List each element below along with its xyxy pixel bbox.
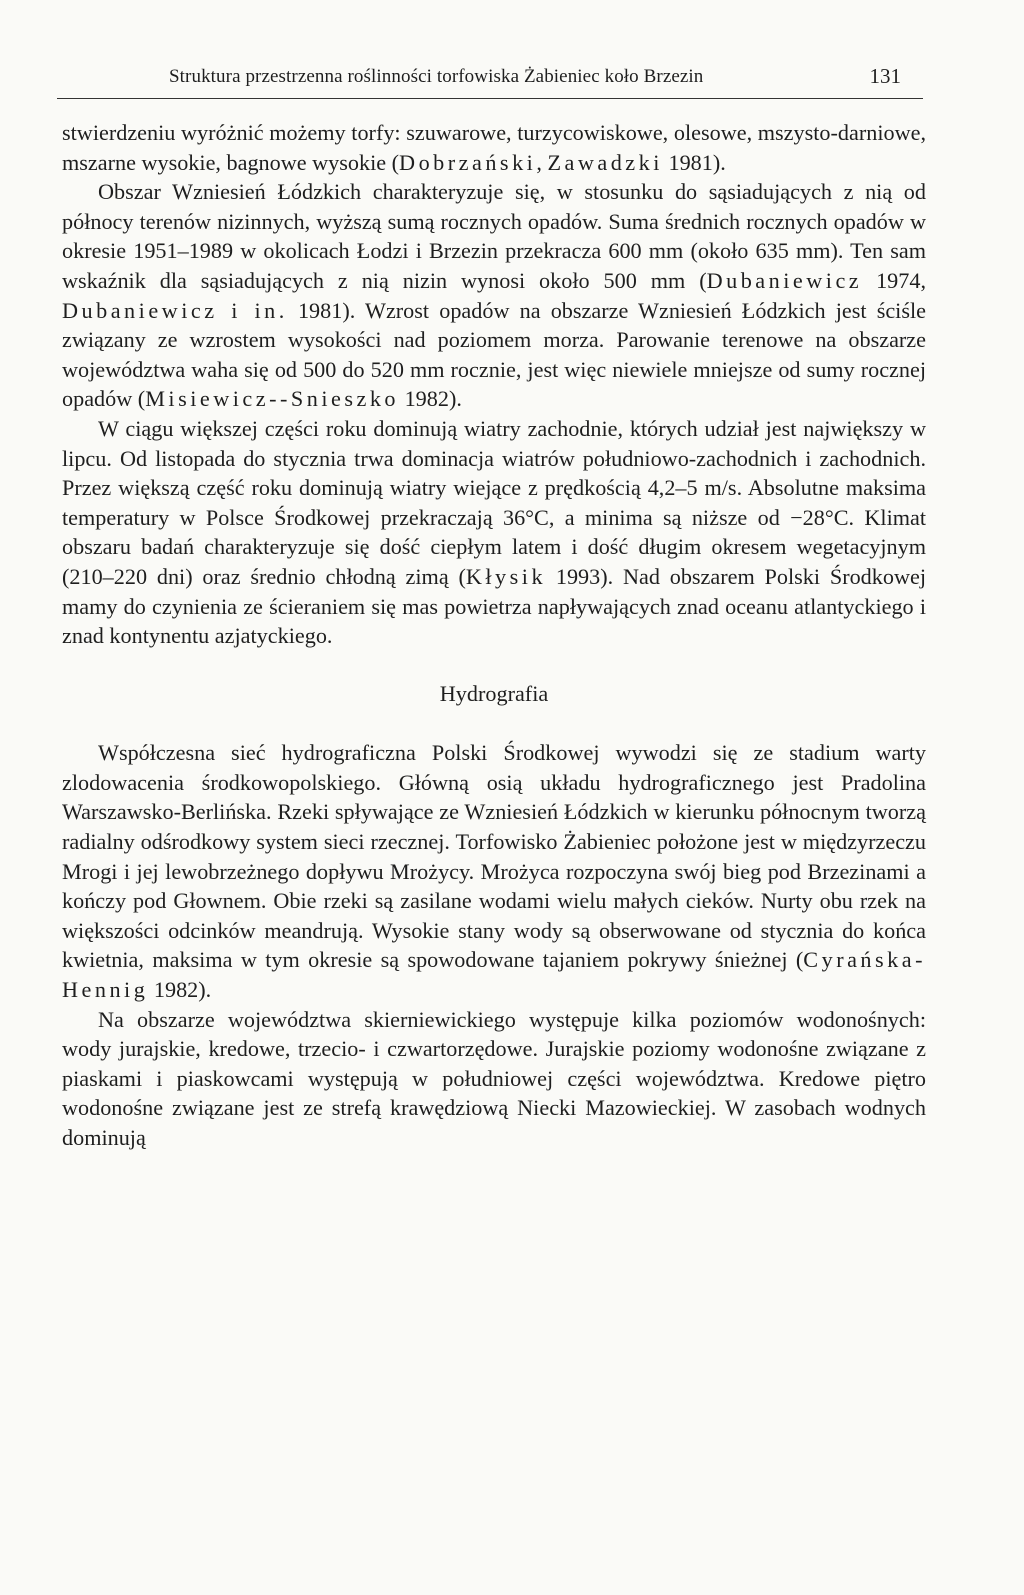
- running-title: Struktura przestrzenna roślinności torfowiska Żabieniec koło Brzezin: [169, 66, 704, 87]
- citation-author: Misiewicz--Snieszko: [145, 386, 400, 412]
- citation-author: Dobrzański: [399, 149, 537, 175]
- text-run: 1981). Wzrost opadów na obszarze Wzniesień Łódzkich jest ściśle związany ze wzrostem wysokości nad poziomem morza. Parowanie terenowe na obszarze województwa waha się od 500 do 520 mm rocznie, jest więc niewiele mniejsze od sumy rocznej opadów (: [62, 297, 926, 412]
- text-run: 1981).: [662, 149, 726, 175]
- text-run: Obszar Wzniesień Łódzkich charakteryzuje się, w stosunku do sąsiadujących z nią od północy terenów nizinnych, wyższą sumą rocznych opadów. Suma średnich rocznych opadów w okresie 1951–1989 w okolicach Łodzi i Brzezin przekracza 600 mm (około 635 mm). Ten sam wskaźnik dla sąsiadujących z nią nizin wynosi około 500 mm (: [62, 179, 926, 293]
- citation-author: Zawadzki: [547, 149, 663, 175]
- text-run: 1982).: [399, 386, 462, 412]
- paragraph: [62, 177, 926, 414]
- text-run: W ciągu większej części roku dominują wiatry zachodnie, których udział jest największy w lipcu. Od listopada do stycznia trwa dominacja wiatrów południowo-zachodnich i zachodnich. Przez większą część roku dominują wiatry wiejące z prędkością 4,2–5 m/s. Absolutne maksima temperatury w Polsce Środkowej przekraczają 36°C, a minima są niższe od −28°C. Klimat obszaru badań charakteryzuje się dość ciepłym latem i dość długim okresem wegetacyjnym (210–220 dni) oraz średnio chłodną zimą (: [62, 415, 926, 589]
- text-run: stwierdzeniu wyróżnić możemy torfy: szuwarowe, turzycowiskowe, olesowe, mszysto-darniowe, mszarne wysokie, bagnowe wysokie (: [62, 120, 926, 175]
- page-number: 131: [869, 64, 901, 88]
- citation-author: Dubaniewicz i in.: [62, 297, 288, 323]
- paragraph: [62, 414, 926, 651]
- paragraph: [62, 118, 926, 177]
- text-run: Na obszarze województwa skierniewickiego występuje kilka poziomów wodonośnych: wody jurajskie, kredowe, trzecio- i czwartorzędowe. Jurajskie poziomy wodonośne związane z piaskami i piaskowcami występują w południowej części województwa. Kredowe piętro wodonośne związane jest ze strefą krawędziową Niecki Mazowieckiej. W zasobach wodnych dominują: [62, 1006, 926, 1150]
- body-text: [62, 118, 926, 1153]
- text-run: Współczesna sieć hydrograficzna Polski Środkowej wywodzi się ze stadium warty zlodowacenia środkowopolskiego. Główną osią układu hydrograficznego jest Pradolina Warszawsko-Berlińska. Rzeki spływające ze Wzniesień Łódzkich w kierunku północnym tworzą radialny odśrodkowy system sieci rzecznej. Torfowisko Żabieniec położone jest w międzyrzeczu Mrogi i jej lewobrzeżnego dopływu Mrożycy. Mrożyca rozpoczyna swój bieg pod Brzezinami a kończy pod Głownem. Obie rzeki są zasilane wodami wielu małych cieków. Nurty obu rzek na większości odcinków meandrują. Wysokie stany wody są obserwowane od stycznia do końca kwietnia, maksima w tym okresie są spowodowane tajaniem pokrywy śnieżnej (: [62, 740, 926, 973]
- citation-author: Cyrańska-Hennig: [62, 947, 926, 1003]
- text-run: 1982).: [148, 977, 212, 1003]
- paragraph: [62, 738, 926, 1004]
- citation-author: Dubaniewicz: [706, 267, 863, 293]
- text-run: ,: [536, 149, 548, 175]
- text-run: 1993). Nad obszarem Polski Środkowej mamy do czynienia ze ścieraniem się mas powietrza napływających znad oceanu atlantyckiego i znad kontynentu azjatyckiego.: [62, 563, 926, 649]
- section-heading: Hydrografia: [439, 680, 549, 706]
- running-header: [57, 58, 923, 99]
- citation-author: Kłysik: [465, 563, 547, 589]
- paragraph: [62, 1005, 926, 1153]
- text-run: 1974,: [862, 267, 927, 293]
